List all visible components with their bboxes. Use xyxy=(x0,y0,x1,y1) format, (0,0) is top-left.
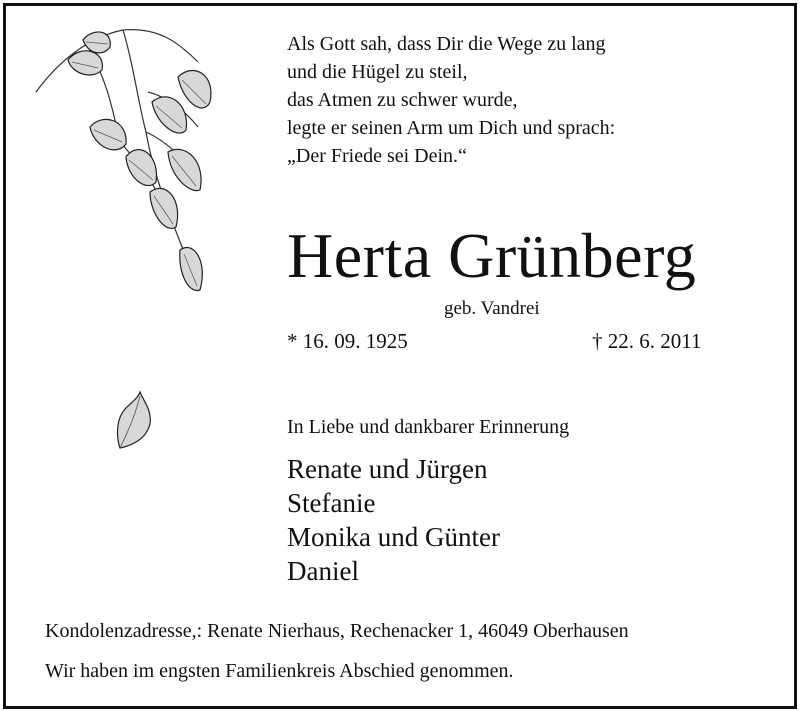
deceased-name: Herta Grünberg xyxy=(287,220,697,291)
closing-note: Wir haben im engsten Familienkreis Abschied genommen. xyxy=(45,660,514,682)
mourners-list xyxy=(287,452,500,588)
mourner: Renate und Jürgen xyxy=(287,454,488,484)
falling-leaf-icon xyxy=(110,388,158,454)
poem-line: das Atmen zu schwer wurde, xyxy=(287,89,518,111)
poem xyxy=(287,30,615,170)
mourner: Stefanie xyxy=(287,488,376,518)
death-date: † 22. 6. 2011 xyxy=(592,329,702,353)
maiden-name: geb. Vandrei xyxy=(444,298,540,319)
birch-branch-icon xyxy=(28,22,228,312)
poem-line: legte er seinen Arm um Dich und sprach: xyxy=(287,117,616,139)
mourner: Daniel xyxy=(287,556,359,586)
mourner: Monika und Günter xyxy=(287,522,500,552)
poem-line: „Der Friede sei Dein.“ xyxy=(287,145,467,167)
poem-line: Als Gott sah, dass Dir die Wege zu lang xyxy=(287,33,606,55)
poem-line: und die Hügel zu steil, xyxy=(287,61,468,83)
condolence-address: Kondolenzadresse,: Renate Nierhaus, Rechenacker 1, 46049 Oberhausen xyxy=(45,620,629,642)
birth-date: * 16. 09. 1925 xyxy=(287,329,408,353)
dedication: In Liebe und dankbarer Erinnerung xyxy=(287,416,570,438)
